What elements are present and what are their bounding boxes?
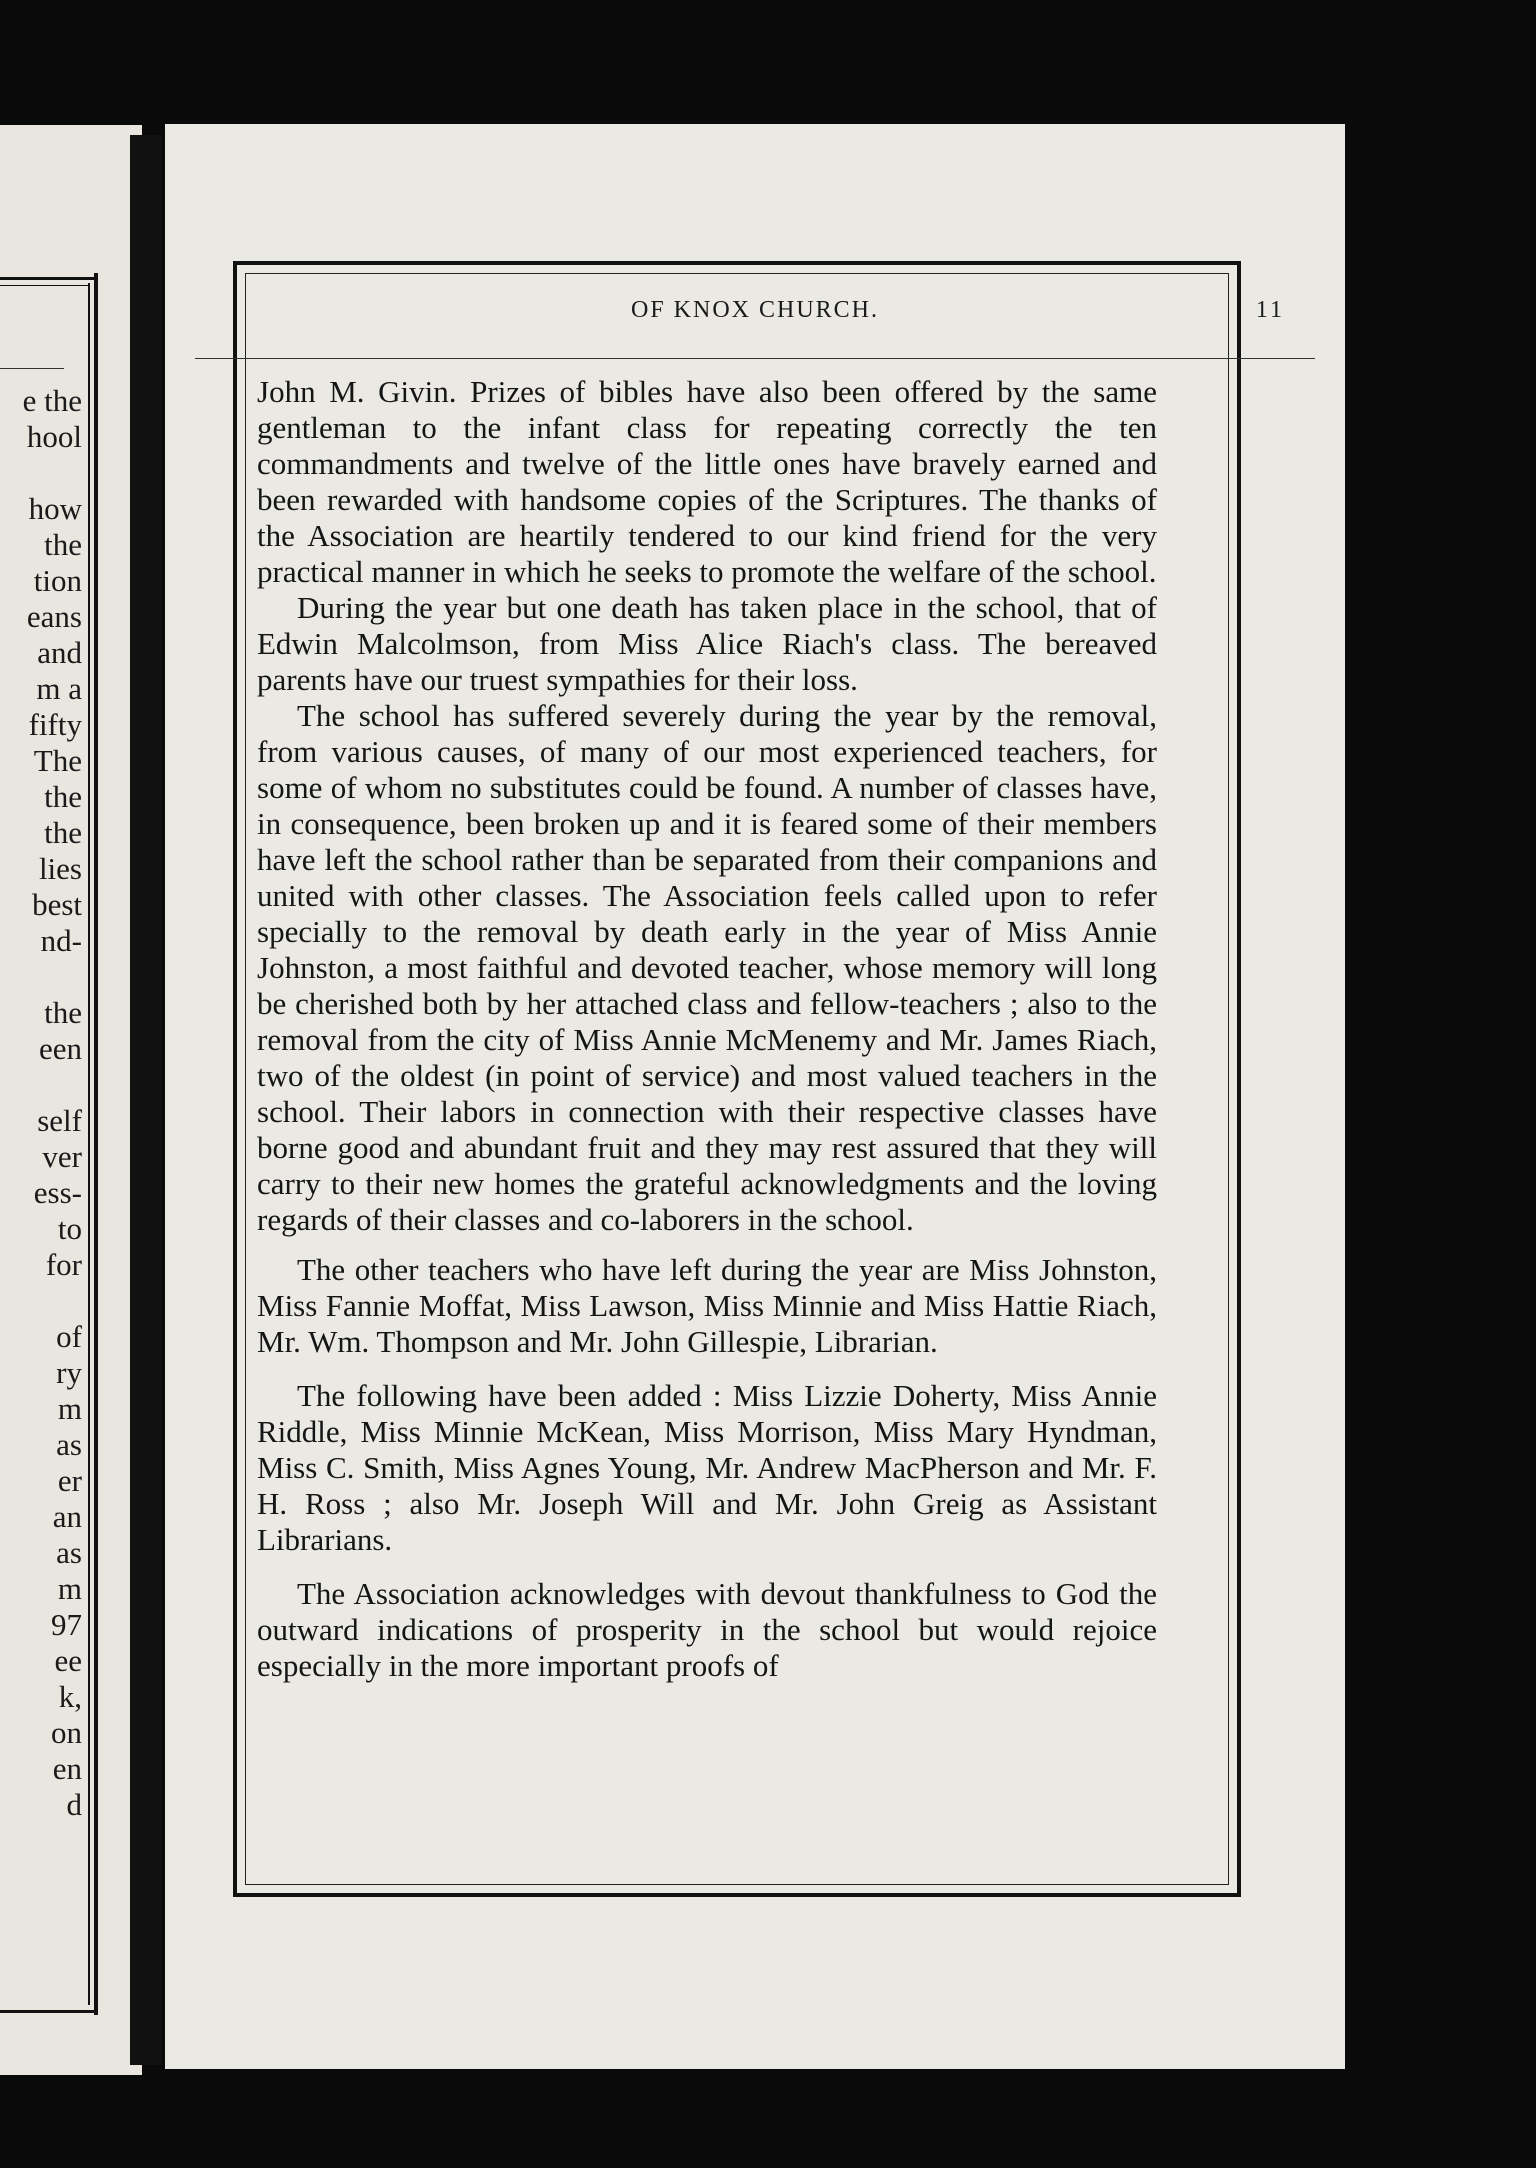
facing-page-line: lies [38,851,82,886]
facing-page-line: 97 [51,1607,82,1642]
facing-page-line [23,1283,82,1319]
paragraph: John M. Givin. Prizes of bibles have also been offered by the same gentleman to the infant class for repeating correctly the ten commandments and twelve of the little ones have bravely earned and been rewarded with handsome copies of the Scriptures. The thanks of the Association are heartily tendered to our kind friend for the very practical manner in which he seeks to promote the welfare of the school. [257,374,1157,589]
facing-page-line: The [33,743,82,778]
facing-page-line: ess- [33,1175,82,1210]
running-head-rule [195,358,1315,359]
facing-page-line: on [51,1715,82,1750]
running-head-title: OF KNOX CHURCH. [630,297,880,323]
facing-page-line: d [66,1787,82,1822]
facing-page-line: en [52,1751,82,1786]
facing-page-line: to [57,1211,82,1246]
facing-page-line: self [37,1103,82,1138]
facing-page-text-fragments [23,383,82,1823]
facing-page-bottom-rule [0,2010,98,2013]
facing-page-frame-rule-inner [88,283,90,2005]
facing-page-line: ver [42,1139,82,1174]
paragraph: The following have been added : Miss Lizzie Doherty, Miss Annie Riddle, Miss Minnie McKean, Miss Morrison, Miss Mary Hyndman, Miss C. Smith, Miss Agnes Young, Mr. Andrew MacPherson and Mr. F. H. Ross ; also Mr. Joseph Will and Mr. John Greig as Assistant Librarians. [257,1378,1157,1557]
facing-page-line: e the [22,383,82,418]
facing-page-top-rule-inner [0,285,90,286]
facing-page-line: hool [26,419,82,454]
facing-page-line: fifty [28,707,82,742]
facing-page-line: best [32,887,82,922]
facing-page-line: tion [33,563,82,598]
facing-page-line: the [44,815,82,850]
facing-page-line: k, [58,1679,82,1714]
facing-page-frame-rule [94,273,98,2015]
facing-page-line: the [44,779,82,814]
facing-page [0,125,142,2075]
facing-page-line: een [38,1031,82,1066]
facing-page-line: m [57,1571,82,1606]
facing-page-line: the [44,995,82,1030]
paragraph: The school has suffered severely during the year by the removal, from various causes, of many of our most experienced teachers, for some of whom no substitutes could be found. A number of classes have, in consequence, been broken up and it is feared some of their members have left the school rather than be separated from their companions and united with other classes. The Association feels called upon to refer specially to the removal by death early in the year of Miss Annie Johnston, a most faithful and devoted teacher, whose memory will long be cherished both by her attached class and fellow-teachers ; also to the removal from the city of Miss Annie McMenemy and Mr. James Riach, two of the oldest (in point of service) and most valued teachers in the school. Their labors in connection with their respective classes have borne good and abundant fruit and they may rest assured that they will carry to their new homes the grateful acknowledgments and the loving regards of their classes and co-laborers in the school. [257,698,1157,1237]
facing-page-line [23,959,82,995]
facing-page-line: as [56,1427,82,1462]
facing-page-line [23,455,82,491]
running-head [165,297,1345,337]
facing-page-line: of [56,1319,82,1354]
body-text [257,374,1157,1684]
facing-page-line: eans [26,599,82,634]
facing-page-line [23,1067,82,1103]
paragraph: The other teachers who have left during the year are Miss Johnston, Miss Fannie Moffat, Miss Lawson, Miss Minnie and Miss Hattie Riach, Mr. Wm. Thompson and Mr. John Gillespie, Librarian. [257,1252,1157,1359]
facing-page-line: m a [36,671,82,706]
facing-page-line: as [56,1535,82,1570]
page-number: 11 [1255,297,1285,323]
facing-page-line: er [57,1463,82,1498]
facing-page-line: the [44,527,82,562]
book-page [165,124,1345,2069]
facing-page-head-rule [0,368,64,369]
book-gutter [130,135,162,2065]
paragraph: During the year but one death has taken place in the school, that of Edwin Malcolmson, from Miss Alice Riach's class. The bereaved parents have our truest sympathies for their loss. [257,590,1157,697]
facing-page-line: nd- [40,923,82,958]
facing-page-line: and [37,635,82,670]
paragraph: The Association acknowledges with devout thankfulness to God the outward indications of prosperity in the school but would rejoice especially in the more important proofs of [257,1576,1157,1683]
facing-page-line: m [57,1391,82,1426]
facing-page-line: an [52,1499,82,1534]
facing-page-line: ry [56,1355,82,1390]
facing-page-line: for [45,1247,82,1282]
facing-page-line: how [28,491,82,526]
facing-page-top-rule [0,277,98,280]
facing-page-line: ee [54,1643,82,1678]
